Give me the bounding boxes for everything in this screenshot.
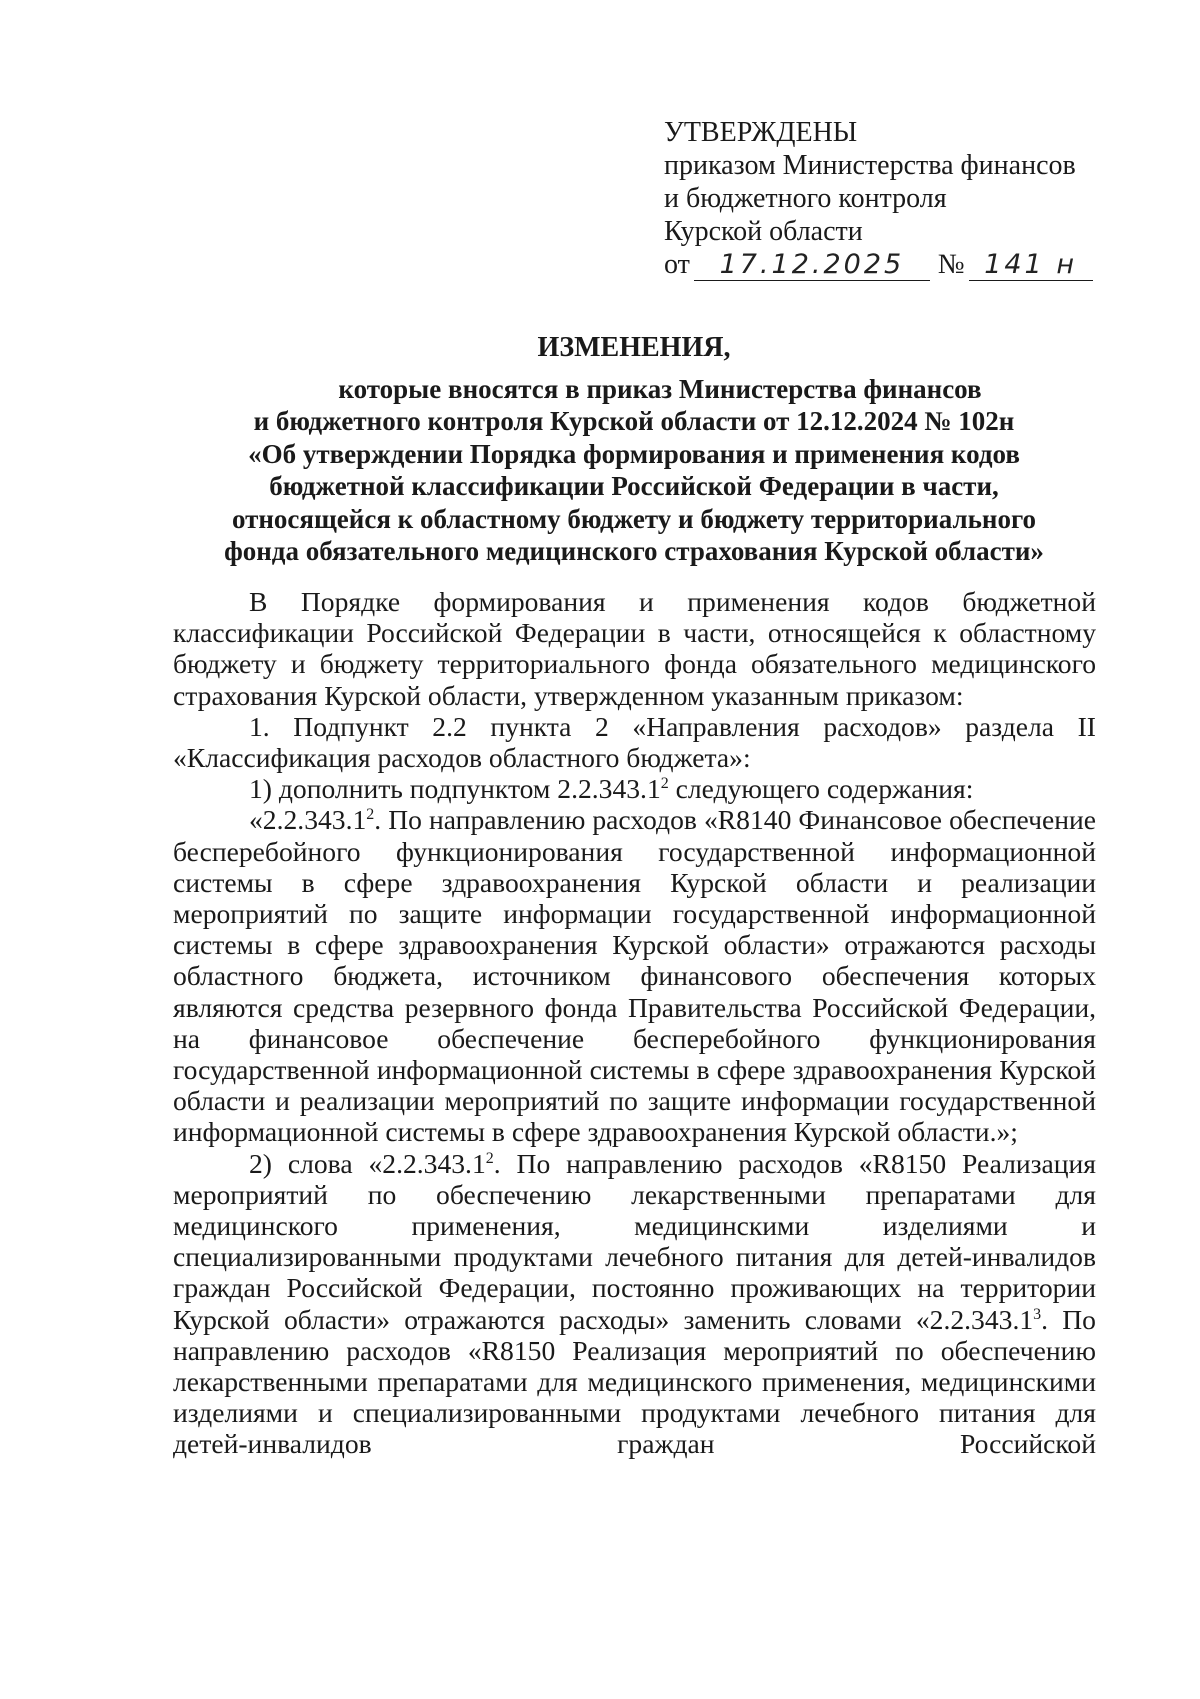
approval-date-line bbox=[664, 248, 1093, 281]
handwritten-number: 141 н bbox=[969, 250, 1093, 281]
item-2-paragraph bbox=[173, 1148, 1096, 1460]
text-span: . По направлению расходов «R8150 Реализация мероприятий по обеспечению лекарственными препаратами для медицинского применения, медицинскими изделиями и специализированными продуктами лечебного питания для детей-инвалидов граждан Российской bbox=[173, 1303, 1096, 1460]
title-line: фонда обязательного медицинского страхования Курской области» bbox=[224, 536, 1044, 566]
number-prefix: № bbox=[937, 249, 965, 280]
title-line: относящейся к областному бюджету и бюджету территориального bbox=[231, 503, 1037, 534]
title-line: «Об утверждении Порядка формирования и применения кодов bbox=[248, 438, 1020, 469]
document-title bbox=[168, 332, 1100, 568]
approval-heading: УТВЕРЖДЕНЫ bbox=[664, 117, 858, 148]
intro-paragraph: В Порядке формирования и применения кодов бюджетной классификации Российской Федерации в части, относящейся к областному бюджету и бюджету территориального фонда обязательного медицинского страхования Курской области, утвержденном указанным приказом: bbox=[173, 586, 1096, 711]
item-1-1-paragraph bbox=[173, 773, 1096, 804]
text-span: 1) дополнить подпунктом 2.2.343.1 bbox=[249, 773, 661, 805]
quote-paragraph bbox=[173, 804, 1096, 1147]
approval-line: приказом Министерства финансов bbox=[664, 150, 1076, 181]
text-span: следующего содержания: bbox=[668, 773, 974, 805]
item-1-paragraph: 1. Подпункт 2.2 пункта 2 «Направления расходов» раздела II «Классификация расходов областного бюджета»: bbox=[173, 710, 1096, 774]
title-line: и бюджетного контроля Курской области от 12.12.2024 № 102н bbox=[253, 406, 1015, 436]
approval-block bbox=[664, 116, 1093, 281]
text-span: . По направлению расходов «R8140 Финансовое обеспечение бесперебойного функционирования государственной информационной системы в сфере здравоохранения Курской области и реализации мероприятий по защите информации государственной информационной системы в сфере здравоохранения Курской области» отражаются расходы областного бюджета, источником финансового обеспечения которых являются средства резервного фонда Правительства Российской Федерации, на финансовое обеспечение бесперебойного функционирования государственной информационной системы в сфере здравоохранения Курской области и реализации мероприятий по защите информации государственной информационной системы в сфере здравоохранения Курской области.»; bbox=[173, 804, 1096, 1148]
title-line: бюджетной классификации Российской Федерации в части, bbox=[269, 471, 999, 501]
document-body bbox=[173, 586, 1096, 1460]
superscript: 2 bbox=[366, 806, 375, 824]
superscript: 3 bbox=[1033, 1305, 1042, 1323]
approval-line: и бюджетного контроля bbox=[664, 183, 947, 214]
superscript: 2 bbox=[660, 775, 669, 793]
date-prefix: от bbox=[664, 249, 690, 280]
title-heading: ИЗМЕНЕНИЯ, bbox=[537, 332, 731, 363]
title-line: которые вносятся в приказ Министерства финансов bbox=[338, 373, 982, 404]
handwritten-date: 17.12.2025 bbox=[694, 250, 930, 281]
approval-line: Курской области bbox=[664, 216, 863, 247]
text-span: 2) слова «2.2.343.1 bbox=[249, 1147, 486, 1179]
superscript: 2 bbox=[485, 1149, 494, 1167]
text-span: . По направлению расходов «R8150 Реализация мероприятий по обеспечению лекарственными препаратами для медицинского применения, медицинскими изделиями и специализированными продуктами лечебного питания для детей-инвалидов граждан Российской Федерации, постоянно проживающих на территории Курской области» отражаются расходы» заменить словами «2.2.343.1 bbox=[173, 1147, 1096, 1335]
text-span: «2.2.343.1 bbox=[249, 804, 367, 836]
